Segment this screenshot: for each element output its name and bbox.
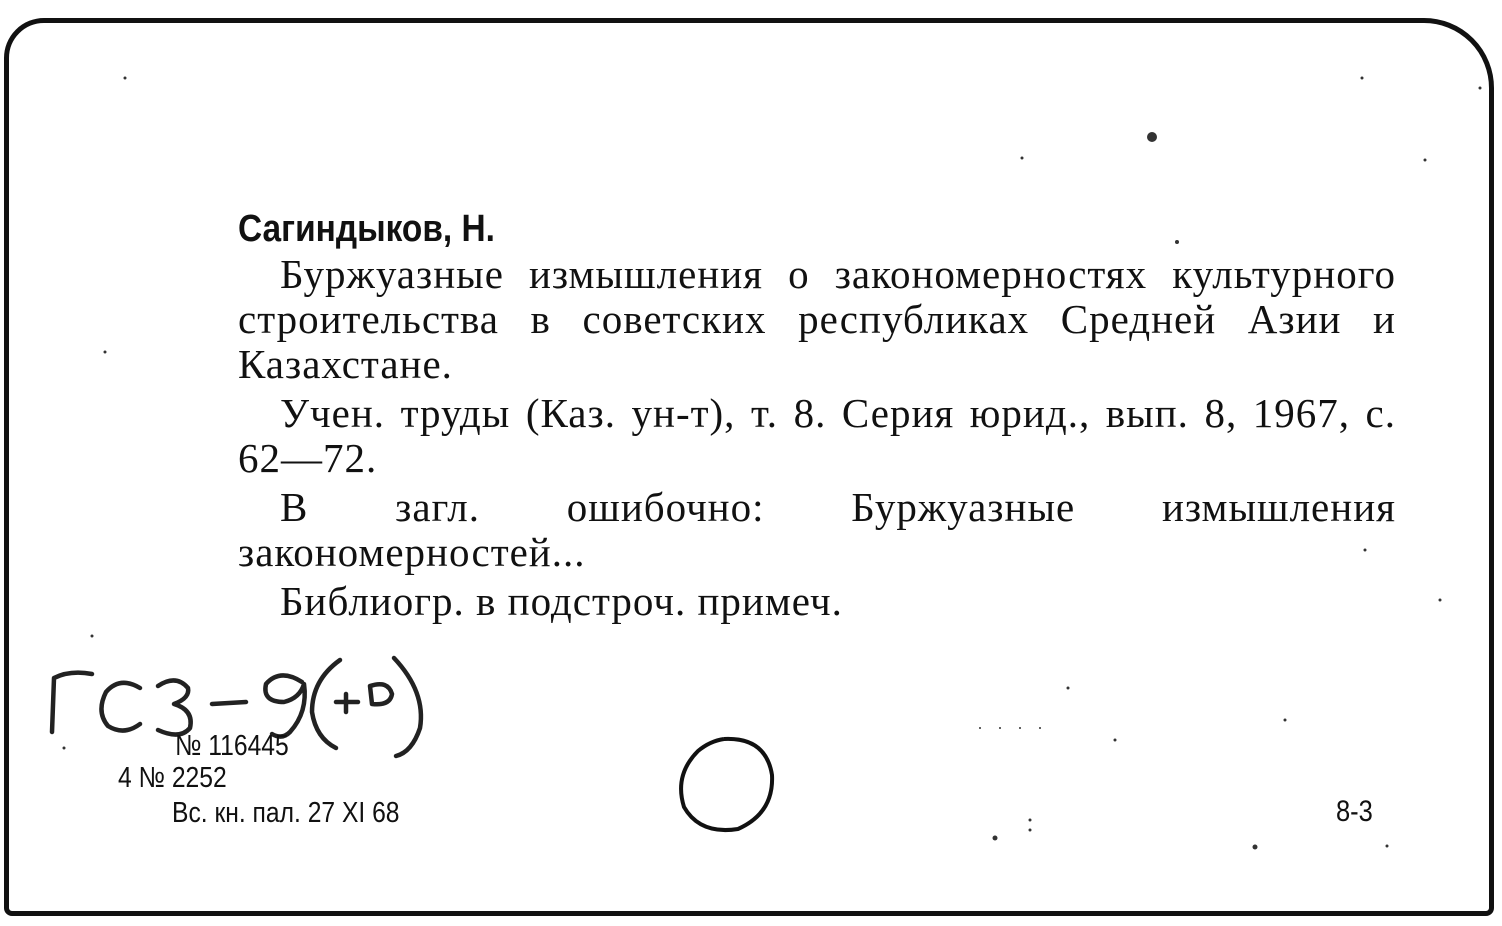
registration-number-secondary: 4 № 2252 [118,762,227,794]
work-title: Буржуазные измышления о закономерностях культурного строительства в советских республиках Средней Азии и Казахстане. [238,251,1396,387]
bibliography-note: Библиогр. в подстроч. примеч. [280,578,843,624]
book-chamber-stamp-line: Вс. кн. пал. 27 XI 68 [172,797,400,829]
punch-hole-circle [676,735,778,835]
registration-number: № 116445 [175,730,289,762]
author-heading: Сагиндыков, Н. [238,208,495,250]
title-note: В загл. ошибочно: Буржуазные измышления закономерностей... [238,484,1396,575]
bibliographic-entry [238,205,1396,628]
card-code: 8-3 [1336,795,1373,828]
source-citation: Учен. труды (Каз. ун-т), т. 8. Серия юрид., вып. 8, 1967, с. 62—72. [238,390,1396,481]
